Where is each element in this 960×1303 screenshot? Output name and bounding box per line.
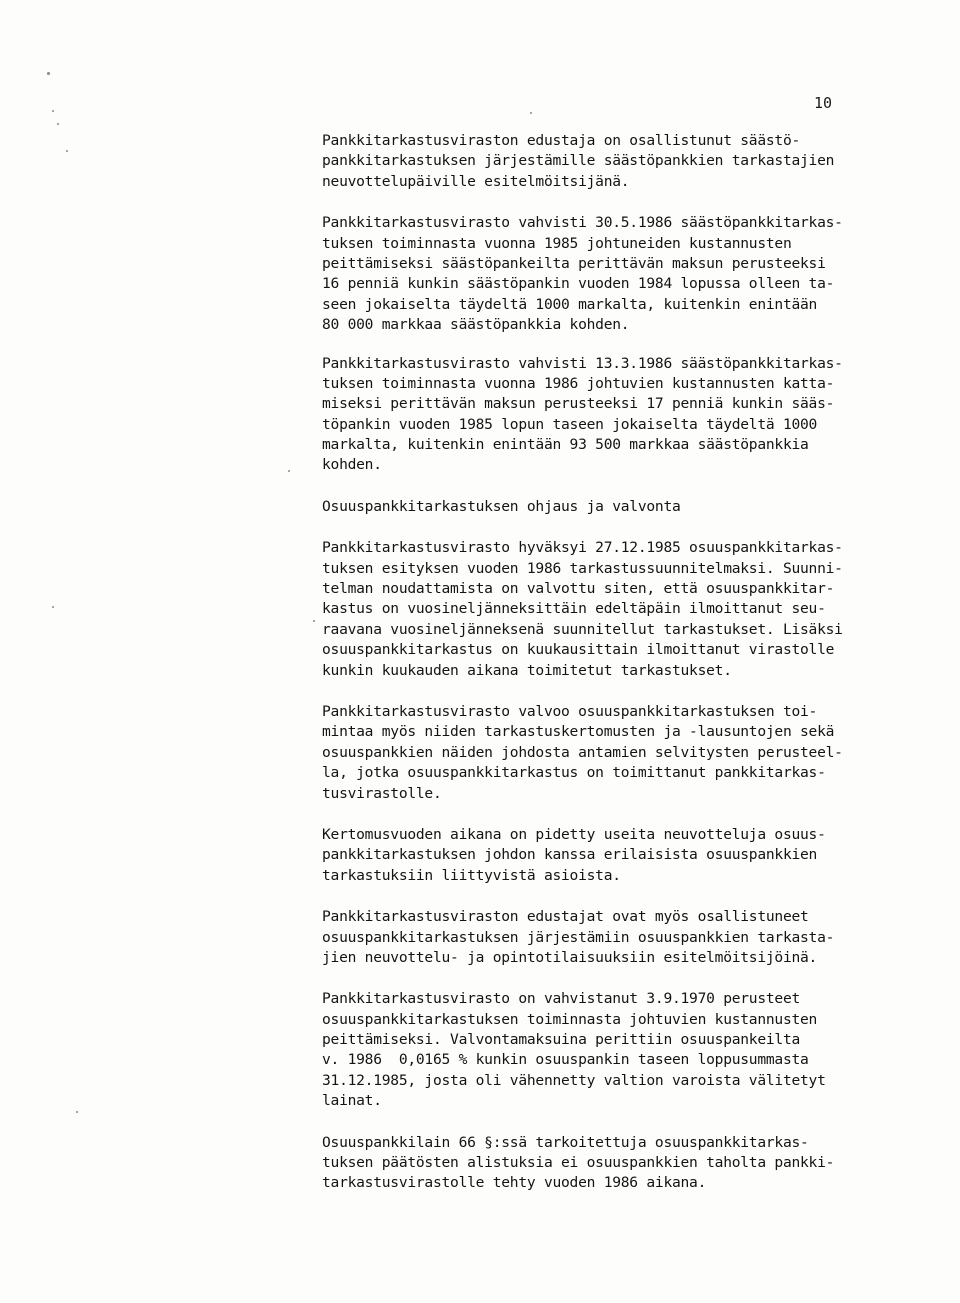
text-line: miseksi perittävän maksun perusteeksi 17 penniä kunkin sääs- — [322, 395, 835, 413]
paragraph-supervision — [322, 702, 922, 804]
paragraph-fee-1985 — [322, 213, 922, 335]
scan-speck — [52, 110, 54, 112]
text-line: v. 1986 0,0165 % kunkin osuuspankin taseen loppusummasta — [322, 1051, 809, 1069]
paragraph-audit-plan — [322, 538, 922, 681]
text-line: Pankkitarkastusvirasto on vahvistanut 3.9.1970 perusteet — [322, 990, 801, 1008]
paragraph-negotiations — [322, 825, 922, 886]
text-line: markalta, kuitenkin enintään 93 500 markkaa säästöpankkia — [322, 436, 809, 454]
page-number: 10 — [814, 94, 833, 112]
text-line: peittämiseksi. Valvontamaksuina perittiin osuuspankeilta — [322, 1031, 801, 1049]
text-line: Kertomusvuoden aikana on pidetty useita neuvotteluja osuus- — [322, 825, 826, 843]
text-line: lainat. — [322, 1092, 382, 1110]
scan-speck — [530, 112, 532, 114]
text-line: Pankkitarkastusviraston edustaja on osallistunut säästö- — [322, 132, 801, 149]
text-line: la, jotka osuuspankkitarkastus on toimittanut pankkitarkas- — [322, 764, 826, 782]
paragraph-representatives — [322, 907, 922, 968]
text-line: Pankkitarkastusvirasto vahvisti 30.5.1986 säästöpankkitarkas- — [322, 214, 843, 232]
section-heading — [322, 497, 922, 517]
scan-speck — [76, 1111, 78, 1113]
text-line: Pankkitarkastusvirasto valvoo osuuspankkitarkastuksen toi- — [322, 702, 818, 720]
text-line: osuuspankkitarkastuksen järjestämiin osuuspankkien tarkasta- — [322, 928, 835, 946]
paragraph-fee-1986 — [322, 354, 922, 476]
text-line: tuksen päätösten alistuksia ei osuuspankkien taholta pankki- — [322, 1154, 835, 1172]
text-line: Pankkitarkastusviraston edustajat ovat myös osallistuneet — [322, 908, 809, 926]
scan-speck — [288, 470, 290, 472]
text-line: telman noudattamista on valvottu siten, että osuuspankkitar- — [322, 580, 835, 598]
text-line: 31.12.1985, josta oli vähennetty valtion varoista välitetyt — [322, 1071, 826, 1089]
text-line: peittämiseksi säästöpankeilta perittävän maksun perusteeksi — [322, 254, 826, 272]
text-line: mintaa myös niiden tarkastuskertomusten ja -lausuntojen sekä — [322, 723, 835, 741]
text-line: osuuspankkitarkastus on kuukausittain ilmoittanut virastolle — [322, 641, 835, 659]
text-line: tuksen toiminnasta vuonna 1985 johtuneiden kustannusten — [322, 234, 792, 252]
text-line: tarkastuksiin liittyvistä asioista. — [322, 866, 621, 884]
paragraph-section-66 — [322, 1133, 922, 1194]
scan-speck — [52, 606, 54, 608]
paragraph-savings-bank-meeting — [322, 131, 922, 192]
text-line: 80 000 markkaa säästöpankkia kohden. — [322, 316, 630, 334]
text-line: 16 penniä kunkin säästöpankin vuoden 1984 lopussa olleen ta- — [322, 275, 835, 293]
text-line: Osuuspankkilain 66 §:ssä tarkoitettuja osuuspankkitarkas- — [322, 1133, 809, 1151]
text-line: osuuspankkien näiden johdosta antamien selvitysten perusteel- — [322, 743, 843, 761]
text-line: seen jokaiselta täydeltä 1000 markalta, kuitenkin enintään — [322, 295, 818, 313]
text-line: raavana vuosineljänneksenä suunnitellut tarkastukset. Lisäksi — [322, 620, 843, 638]
text-line: pankkitarkastuksen johdon kanssa erilaisista osuuspankkien — [322, 846, 818, 864]
paragraph-cooperative-fees — [322, 989, 922, 1111]
text-line: kohden. — [322, 456, 382, 474]
text-line: tuksen toiminnasta vuonna 1986 johtuvien kustannusten katta- — [322, 374, 835, 392]
text-line: tarkastusvirastolle tehty vuoden 1986 aikana. — [322, 1174, 707, 1192]
text-line: kastus on vuosineljänneksittäin edeltäpäin ilmoittanut seu- — [322, 600, 826, 618]
text-line: tuksen esityksen vuoden 1986 tarkastussuunnitelmaksi. Suunni- — [322, 559, 843, 577]
text-line: kunkin kuukauden aikana toimitetut tarkastukset. — [322, 661, 732, 679]
text-line: Pankkitarkastusvirasto vahvisti 13.3.1986 säästöpankkitarkas- — [322, 354, 843, 372]
text-line: neuvottelupäiville esitelmöitsijänä. — [322, 172, 630, 190]
text-line: tusvirastolle. — [322, 784, 442, 802]
text-line: Pankkitarkastusvirasto hyväksyi 27.12.1985 osuuspankkitarkas- — [322, 539, 843, 557]
text-line: jien neuvottelu- ja opintotilaisuuksiin esitelmöitsijöinä. — [322, 948, 818, 966]
scan-speck — [57, 123, 59, 125]
scan-speck — [66, 150, 68, 152]
document-body — [322, 131, 922, 1194]
section-heading-text: Osuuspankkitarkastuksen ohjaus ja valvonta — [322, 497, 681, 515]
text-line: osuuspankkitarkastuksen toiminnasta johtuvien kustannusten — [322, 1010, 818, 1028]
text-line: töpankin vuoden 1985 lopun taseen jokaiselta täydeltä 1000 — [322, 415, 818, 433]
text-line: pankkitarkastuksen järjestämille säästöpankkien tarkastajien — [322, 152, 835, 170]
scan-speck — [313, 620, 315, 622]
scan-speck — [47, 72, 50, 75]
